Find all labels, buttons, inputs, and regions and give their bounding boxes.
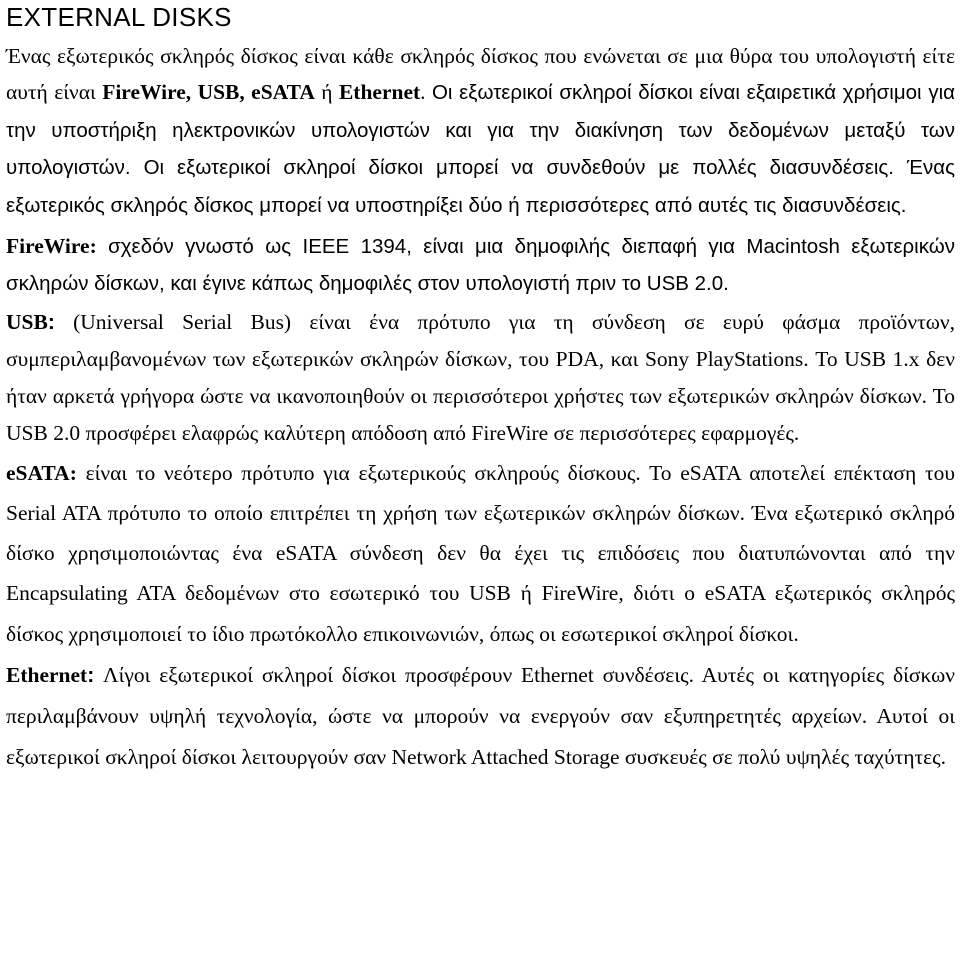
firewire-label: FireWire: <box>6 234 97 259</box>
intro-interfaces: FireWire, USB, eSATA <box>102 80 315 105</box>
ethernet-paragraph <box>6 655 955 778</box>
ethernet-label: Ethernet <box>6 662 88 687</box>
firewire-paragraph <box>6 228 955 303</box>
usb-text: (Universal Serial Bus) είναι ένα πρότυπο για τη σύνδεση σε ευρύ φάσμα προϊόντων, συμπεριλαμβανομένων των εξωτερικών σκληρών δίσκων, του PDA, και Sony PlayStations. Το USB 1.x δεν ήταν αρκετά γρήγορα ώστε να ικανοποιηθούν οι περισσότεροι χρήστες των εξωτερικών σκληρών δίσκων. Το USB 2.0 προσφέρει ελαφρώς καλύτερη απόδοση από FireWire σε περισσότερες εφαρμογές. <box>6 309 955 445</box>
ethernet-text: Λίγοι εξωτερικοί σκληροί δίσκοι προσφέρουν Ethernet συνδέσεις. Αυτές οι κατηγορίες δίσκων περιλαμβάνουν υψηλή τεχνολογία, ώστε να μπορούν να ενεργούν σαν εξυπηρετητές αρχείων. Αυτοί οι εξωτερικοί σκληροί δίσκοι λειτουργούν σαν Network Attached Storage συσκευές σε πολύ υψηλές ταχύτητες. <box>6 662 955 770</box>
intro-text-2: ή <box>314 80 339 105</box>
usb-label: USB <box>6 309 48 334</box>
esata-text: είναι το νεότερο πρότυπο για εξωτερικούς σκληρούς δίσκους. Το eSATA αποτελεί επέκταση του Serial ATA πρότυπο το οποίο επιτρέπει τη χρήση των εξωτερικών σκληρών δίσκων. Ένα εξωτερικό σκληρό δίσκο χρησιμοποιώντας ένα eSATA σύνδεση δεν θα έχει τις επιδόσεις που διατυπώνονται από την Encapsulating ATA δεδομένων στο εσωτερικό του USB ή FireWire, διότι ο eSATA εξωτερικός σκληρός δίσκος χρησιμοποιεί το ίδιο πρωτόκολλο επικοινωνιών, όπως οι εσωτερικοί σκληροί δίσκοι. <box>6 460 955 646</box>
usb-paragraph <box>6 304 955 452</box>
esata-label: eSATA: <box>6 460 77 485</box>
firewire-text: σχεδόν γνωστό ως IEEE 1394, είναι μια δημοφιλής διεπαφή για Macintosh εξωτερικών σκληρών δίσκων, και έγινε κάπως δημοφιλές στον υπολογιστή πριν το USB 2.0. <box>6 235 955 296</box>
intro-text-3: . <box>420 80 432 105</box>
page-title: EXTERNAL DISKS <box>6 2 232 32</box>
esata-paragraph <box>6 453 955 654</box>
usb-colon: : <box>47 310 55 334</box>
intro-paragraph <box>6 38 955 224</box>
intro-text-4: Οι εξωτερικοί σκληροί δίσκοι είναι εξαιρετικά χρήσιμοι για την υποστήριξη ηλεκτρονικών υπολογιστών και για την διακίνηση των δεδομένων μεταξύ των υπολογιστών. Οι εξωτερικοί σκληροί δίσκοι μπορεί να συνδεθούν με πολλές διασυνδέσεις. Ένας εξωτερικός σκληρός δίσκος μπορεί να υποστηρίξει δύο ή περισσότερες από αυτές τις διασυνδέσεις. <box>6 81 955 217</box>
ethernet-colon: : <box>87 663 95 687</box>
intro-text-1: Ένας εξωτερικός σκληρός δίσκος είναι κάθε σκληρός δίσκος που ενώνεται σε μια θύρα του υπολογιστή είτε αυτή είναι <box>6 44 955 105</box>
intro-ethernet: Ethernet <box>338 80 421 105</box>
